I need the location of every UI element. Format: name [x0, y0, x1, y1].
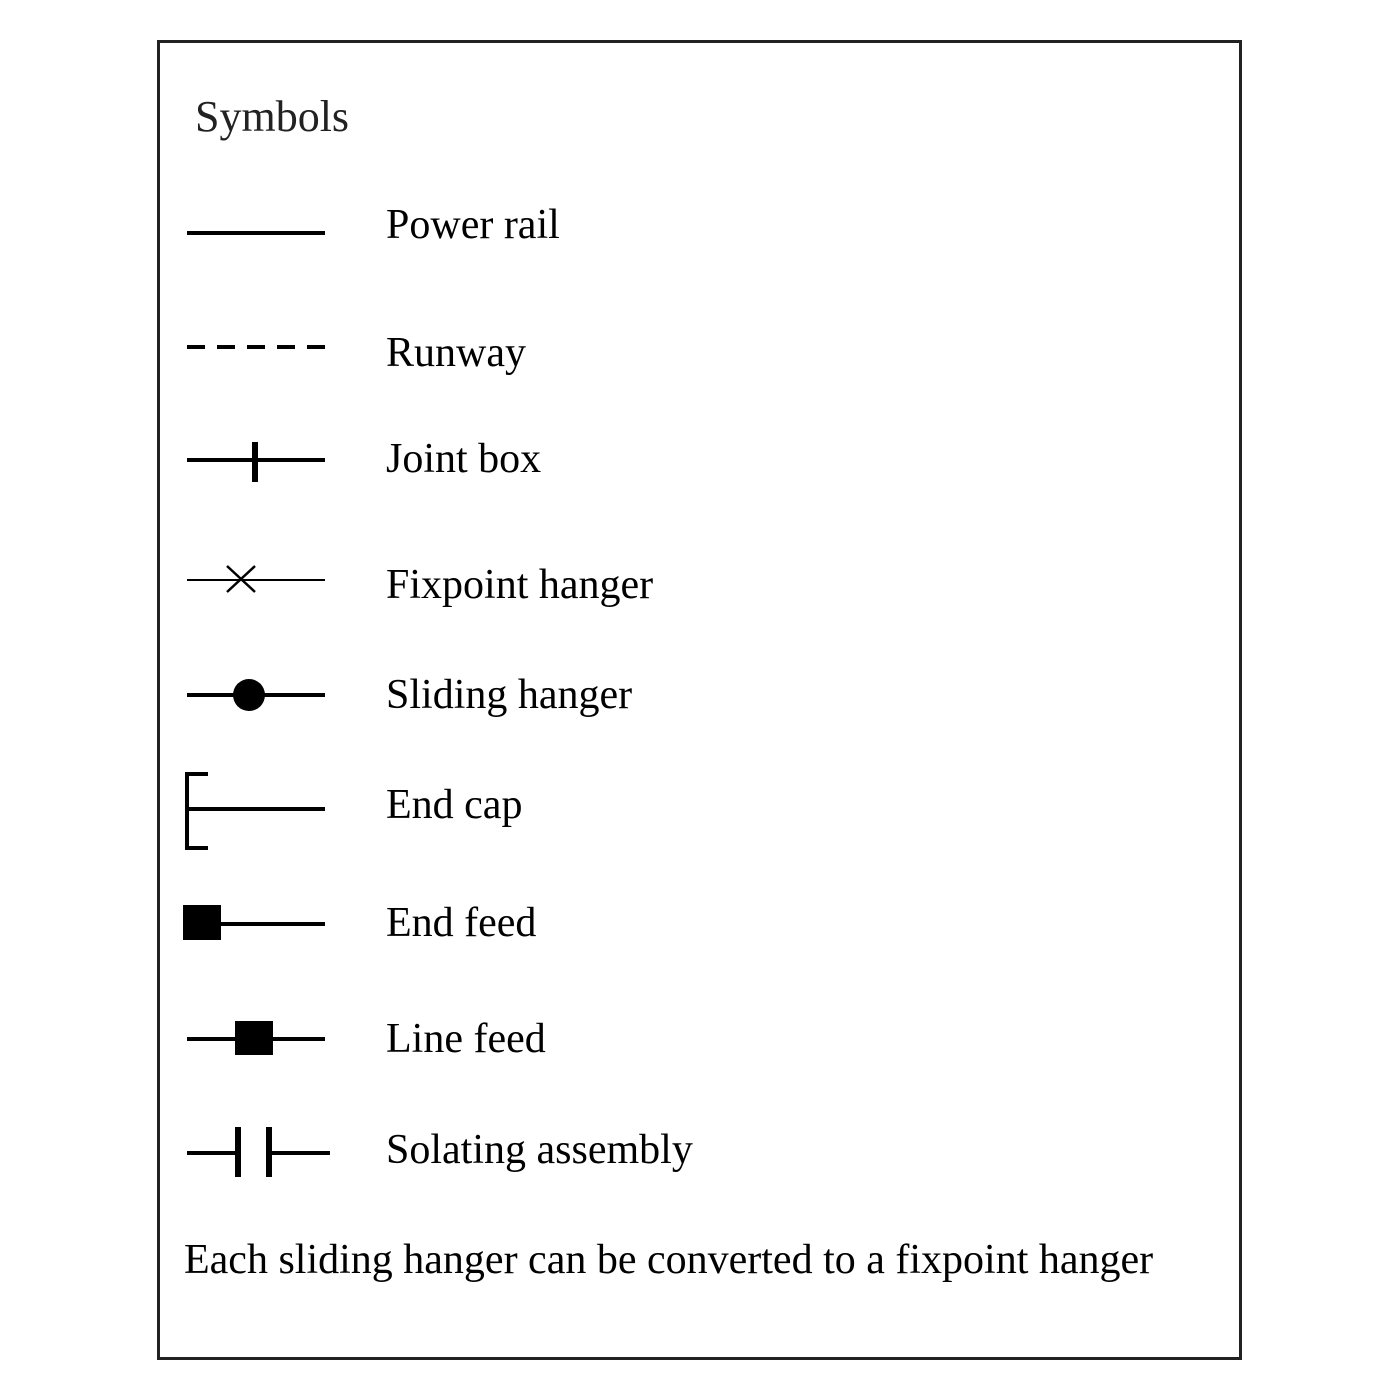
legend-row-runway: [175, 308, 1215, 398]
end-feed-icon: [175, 878, 345, 968]
legend-label-end-feed: End feed: [386, 900, 537, 946]
legend-title: Symbols: [195, 92, 350, 141]
isolating-assembly-icon: [175, 1105, 345, 1195]
legend-footnote: Each sliding hanger can be converted to a fixpoint hanger: [184, 1237, 1154, 1283]
legend-row-end-cap: [175, 760, 1215, 850]
legend-label-power-rail: Power rail: [386, 202, 560, 248]
legend-row-joint-box: [175, 414, 1215, 504]
legend-label-sliding-hanger: Sliding hanger: [386, 672, 633, 718]
fixpoint-hanger-icon: [175, 540, 345, 630]
legend-row-isolating-assembly: [175, 1105, 1215, 1195]
end-cap-icon: [175, 760, 345, 850]
runway-dashed-line-icon: [175, 308, 345, 398]
power-rail-line-icon: [175, 180, 345, 270]
legend-label-fixpoint-hanger: Fixpoint hanger: [386, 562, 654, 608]
line-feed-icon: [175, 994, 345, 1084]
legend-row-fixpoint-hanger: [175, 540, 1215, 630]
legend-label-line-feed: Line feed: [386, 1016, 546, 1062]
joint-box-icon: [175, 414, 345, 504]
sliding-hanger-icon: [175, 650, 345, 740]
legend-label-isolating-assembly: Solating assembly: [386, 1127, 693, 1173]
legend-row-power-rail: [175, 180, 1215, 270]
legend-row-line-feed: [175, 994, 1215, 1084]
legend-label-joint-box: Joint box: [386, 436, 542, 482]
legend-label-runway: Runway: [386, 330, 526, 376]
legend-row-end-feed: [175, 878, 1215, 968]
legend-label-end-cap: End cap: [386, 782, 523, 828]
legend-row-sliding-hanger: [175, 650, 1215, 740]
